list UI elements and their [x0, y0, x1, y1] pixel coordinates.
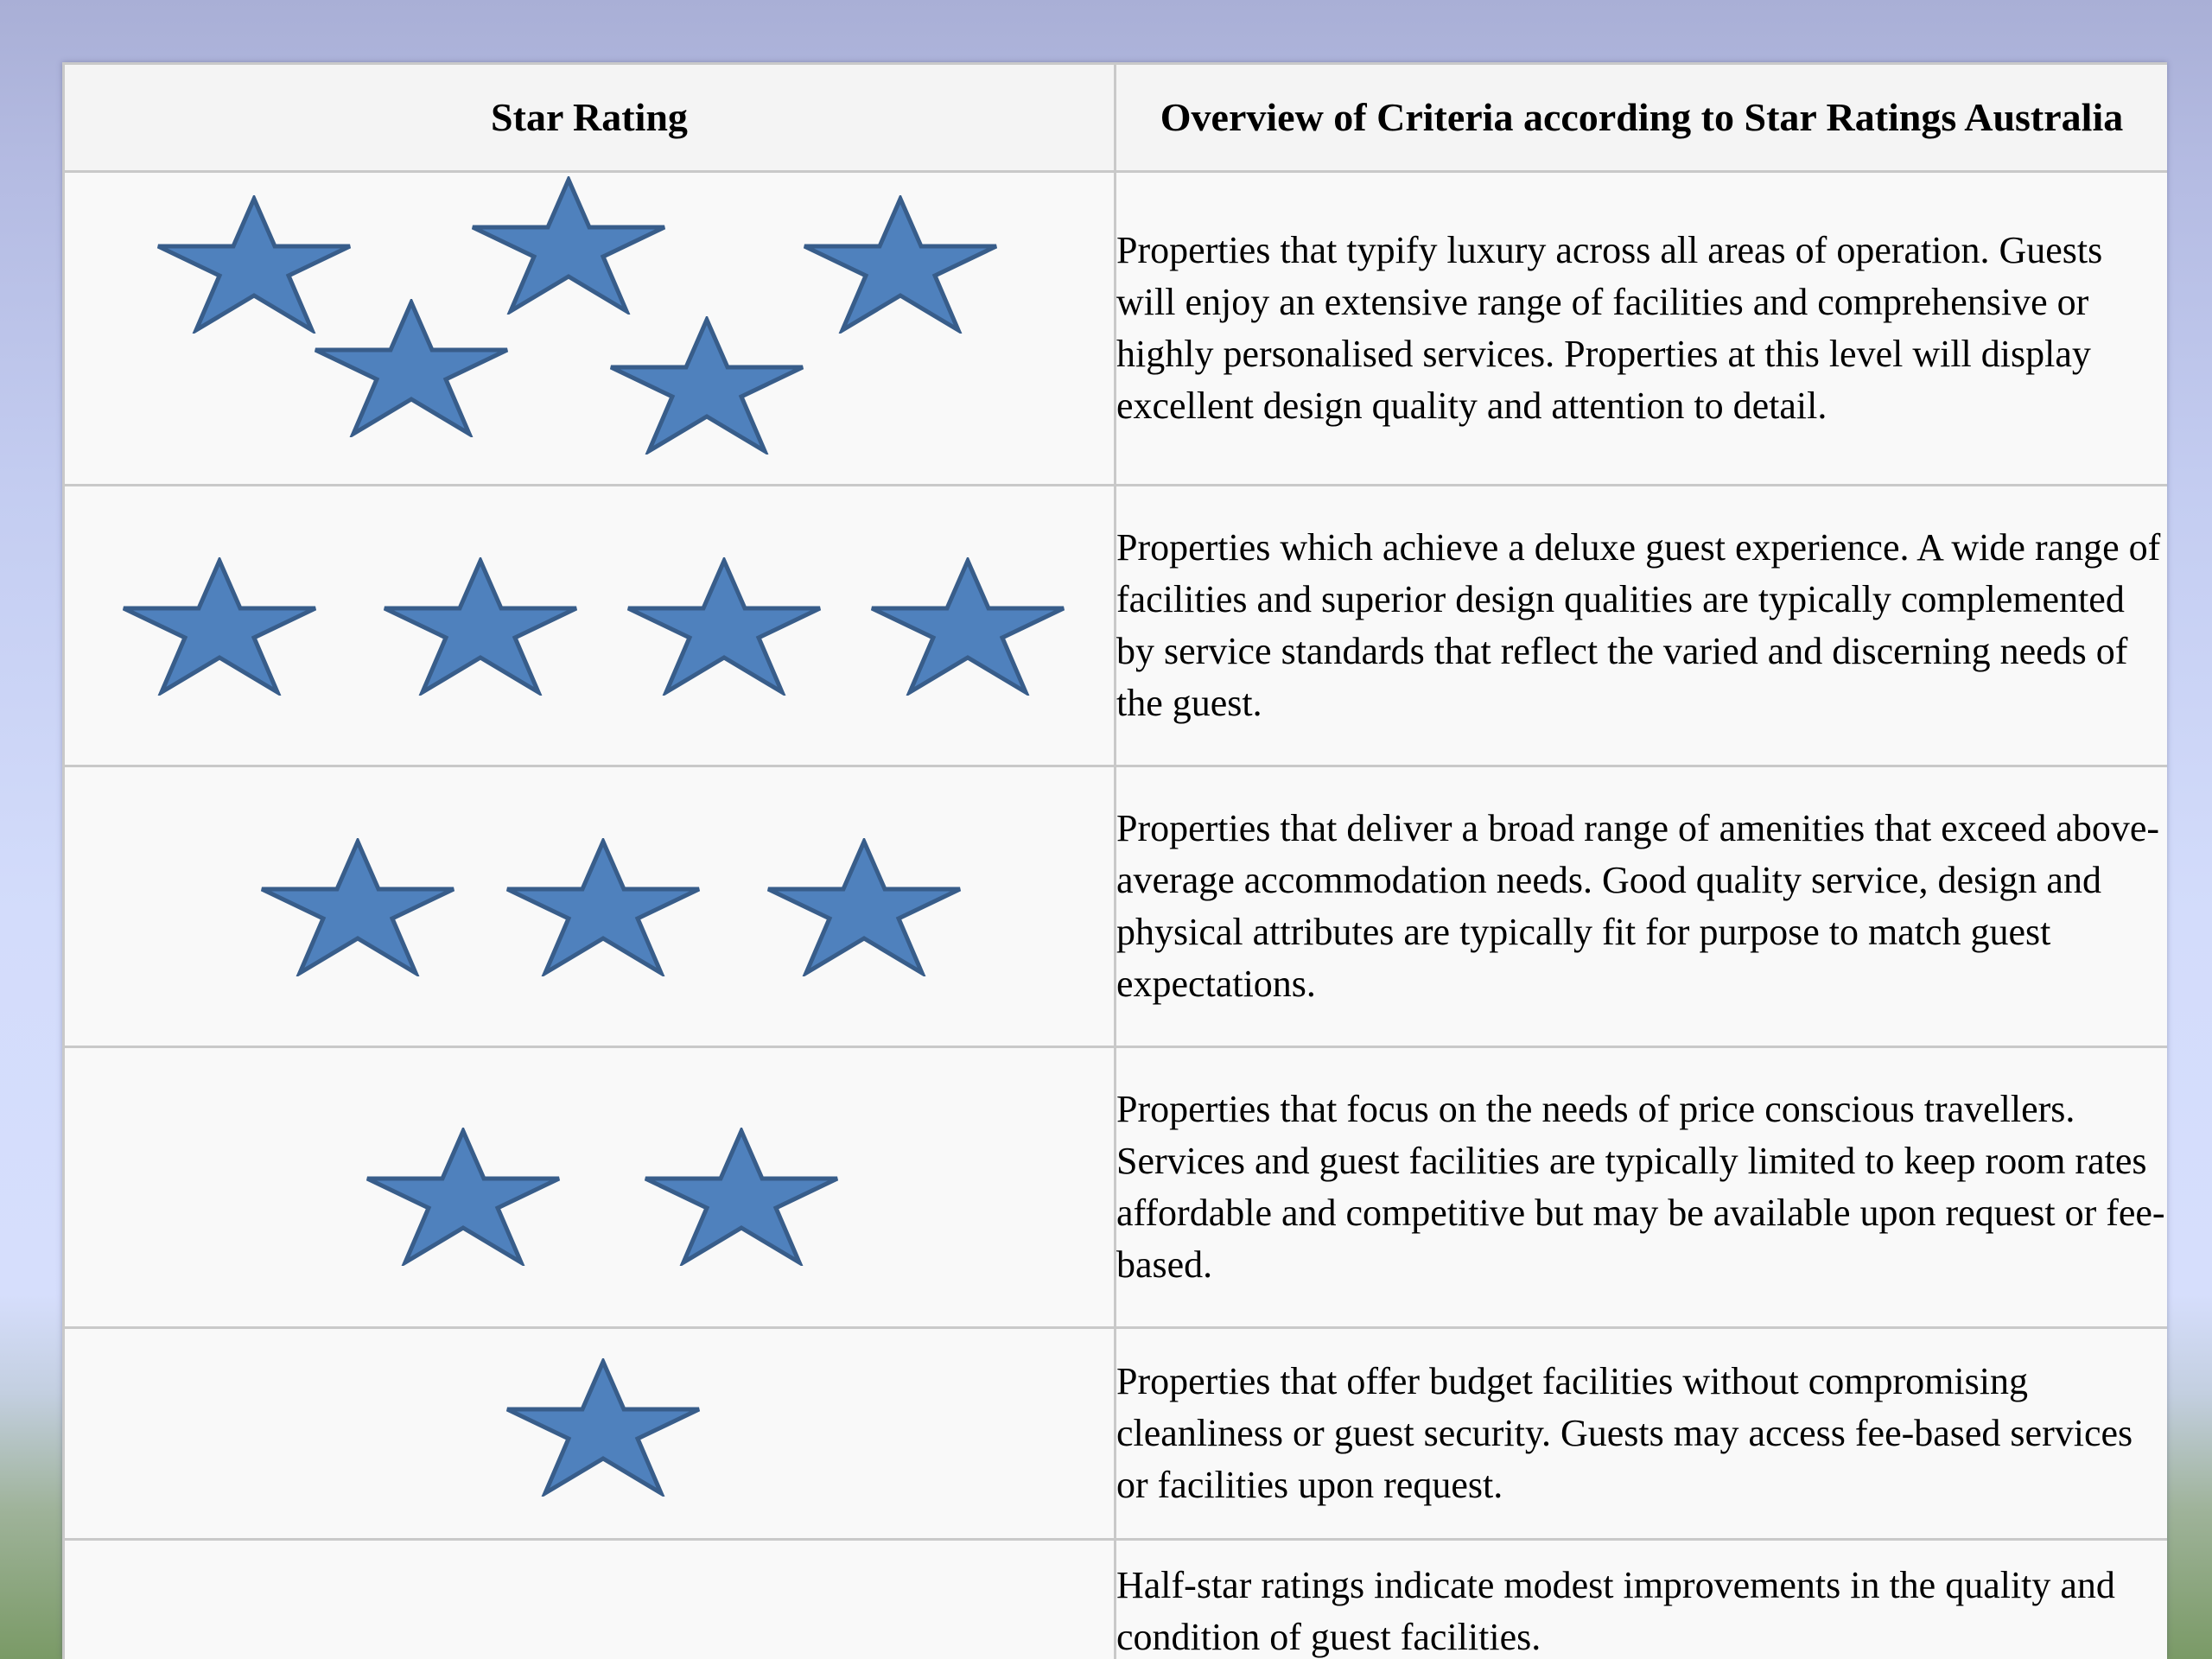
star-cell-one	[64, 1328, 1116, 1540]
star-rating-sheet	[62, 62, 2167, 1659]
description-two-star: Properties that focus on the needs of price conscious travellers. Services and guest facilities are typically limited to keep room rates affordable and competitive but may be available upon request or fee-based.	[1116, 1047, 2168, 1328]
table-header-row	[64, 64, 2168, 172]
star-cell-half	[64, 1540, 1116, 1659]
table-row-three-star	[64, 766, 2168, 1047]
star-icon	[469, 176, 668, 315]
star-icon	[120, 557, 319, 696]
description-five-star: Properties that typify luxury across all areas of operation. Guests will enjoy an extensive range of facilities and comprehensive or highly personalised services. Properties at this level will display excellent design quality and attention to detail.	[1116, 172, 2168, 486]
star-icon	[504, 1358, 702, 1497]
table-row-five-star	[64, 172, 2168, 486]
star-icon	[607, 316, 806, 454]
star-icon	[765, 838, 963, 976]
description-one-star: Properties that offer budget facilities without compromising cleanliness or guest security. Guests may access fee-based services or facilities upon request.	[1116, 1328, 2168, 1540]
star-rating-table	[62, 62, 2167, 1659]
star-cell-five	[64, 172, 1116, 486]
star-icon	[258, 838, 457, 976]
star-icon	[381, 557, 580, 696]
star-icon	[801, 195, 1000, 334]
star-cell-four	[64, 486, 1116, 766]
table-row-two-star	[64, 1047, 2168, 1328]
table-row-four-star	[64, 486, 2168, 766]
header-overview: Overview of Criteria according to Star Ratings Australia	[1116, 64, 2168, 172]
star-icon	[312, 299, 511, 437]
star-icon	[625, 557, 823, 696]
star-cell-three	[64, 766, 1116, 1047]
table-row-half-star	[64, 1540, 2168, 1659]
description-half-star: Half-star ratings indicate modest improvements in the quality and condition of guest facilities.	[1116, 1540, 2168, 1659]
header-star-rating: Star Rating	[64, 64, 1116, 172]
description-four-star: Properties which achieve a deluxe guest experience. A wide range of facilities and superior design qualities are typically complemented by service standards that reflect the varied and discerning needs of the guest.	[1116, 486, 2168, 766]
star-icon	[868, 557, 1067, 696]
description-three-star: Properties that deliver a broad range of amenities that exceed above-average accommodation needs. Good quality service, design and physical attributes are typically fit for purpose to match guest expectations.	[1116, 766, 2168, 1047]
star-cell-two	[64, 1047, 1116, 1328]
star-icon	[364, 1128, 563, 1266]
star-icon	[642, 1128, 841, 1266]
star-icon	[504, 838, 702, 976]
table-row-one-star	[64, 1328, 2168, 1540]
